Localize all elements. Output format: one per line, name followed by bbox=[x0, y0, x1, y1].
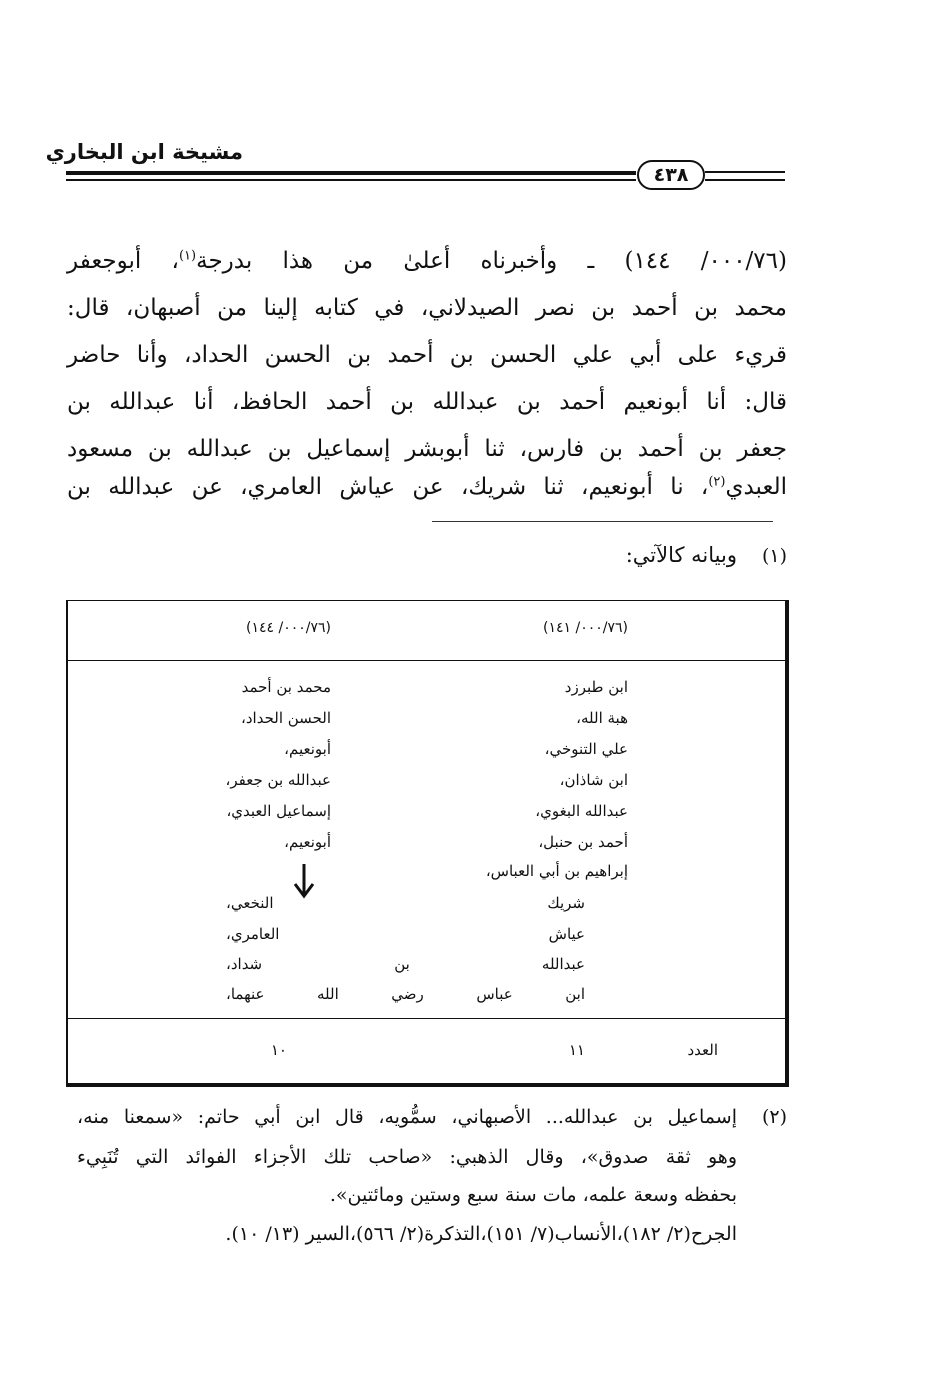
body-line: محمد بن أحمد بن نصر الصيدلاني، في كتابه إلينا من أصبهان، قال: bbox=[67, 295, 787, 321]
shared-chain-item: ابن عباس رضي الله عنهما، bbox=[226, 985, 585, 1003]
table-footer-divider bbox=[66, 1018, 787, 1019]
body-line bbox=[67, 474, 787, 500]
isnad-comparison-table bbox=[66, 600, 787, 1086]
header-rule-right-thin bbox=[705, 179, 785, 181]
count-right: ١١ bbox=[568, 1041, 585, 1059]
table-header-divider bbox=[66, 660, 787, 661]
footnote-ref: (٢) bbox=[708, 474, 726, 490]
footnote-2-line: وهو ثقة صدوق»، وقال الذهبي: «صاحب تلك الأجزاء الفوائد التي تُنَبِيء bbox=[77, 1146, 737, 1168]
count-label: العدد bbox=[687, 1041, 718, 1059]
body-line: قريء على أبي علي الحسن بن أحمد بن الحسن الحداد، وأنا حاضر bbox=[67, 342, 787, 368]
body-line: جعفر بن أحمد بن فارس، ثنا أبوبشر إسماعيل بن عبدالله بن مسعود bbox=[67, 436, 787, 462]
shared-chain-item: عبدالله بن شداد، bbox=[226, 955, 585, 973]
body-line-text: ، نا أبونعيم، ثنا شريك، عن عياش العامري، عن عبدالله بن bbox=[67, 474, 709, 500]
body-line bbox=[67, 248, 787, 274]
column-header-right: (٠٠٠/٧٦/ ١٤١) bbox=[543, 620, 628, 636]
footnote-ref: (١) bbox=[178, 248, 197, 264]
chain-item: عبدالله بن جعفر، bbox=[225, 771, 331, 789]
book-title: مشيخة ابن البخاري bbox=[45, 140, 243, 164]
body-line: قال: أنا أبونعيم أحمد بن عبدالله بن أحمد الحافظ، أنا عبدالله بن bbox=[67, 389, 787, 415]
footnote-1-text: وبيانه كالآتي: bbox=[625, 543, 737, 567]
chain-item: إسماعيل العبدي، bbox=[226, 802, 331, 820]
shared-chain-item: شريك النخعي، bbox=[226, 894, 585, 912]
chain-item: أبونعيم، bbox=[284, 833, 331, 851]
column-header-left: (٠٠٠/٧٦/ ١٤٤) bbox=[246, 620, 331, 636]
chain-item: علي التنوخي، bbox=[544, 740, 628, 758]
chain-item: إبراهيم بن أبي العباس، bbox=[485, 862, 628, 880]
footnote-2-line: إسماعيل بن عبدالله... الأصبهاني، سمُّويه، قال ابن أبي حاتم: «سمعنا منه، bbox=[77, 1106, 737, 1128]
chain-item: عبدالله البغوي، bbox=[535, 802, 628, 820]
count-left: ١٠ bbox=[270, 1041, 287, 1059]
chain-item: ابن طبرزد bbox=[564, 678, 628, 696]
body-line-text: (٠٠٠/٧٦/ ١٤٤) ـ وأخبرناه أعلىٰ من هذا بدرجة bbox=[196, 248, 787, 274]
header-rule-right-thick bbox=[705, 171, 785, 173]
body-line-text: العبدي bbox=[725, 474, 787, 500]
header-rule-thick bbox=[66, 171, 636, 175]
chain-item: أحمد بن حنبل، bbox=[538, 833, 628, 851]
footnote-2-marker: (٢) bbox=[761, 1106, 787, 1128]
footnote-2-line: الجرح(٢/ ١٨٢)،الأنساب(٧/ ١٥١)،التذكرة(٢/ ٥٦٦)،السير (١٣/ ١٠). bbox=[225, 1223, 737, 1245]
chain-item: الحسن الحداد، bbox=[241, 709, 331, 727]
footnote-separator bbox=[432, 521, 773, 522]
chain-item: هبة الله، bbox=[576, 709, 628, 727]
chain-item: أبونعيم، bbox=[284, 740, 331, 758]
chain-item: محمد بن أحمد bbox=[241, 678, 331, 696]
table-border bbox=[66, 600, 789, 1087]
footnote-1-marker: (١) bbox=[761, 545, 787, 567]
chain-item: ابن شاذان، bbox=[559, 771, 628, 789]
shared-chain-item: عياش العامري، bbox=[226, 925, 585, 943]
footnote-2-line: بحفظه وسعة علمه، مات سنة سبع وستين ومائتين». bbox=[329, 1184, 737, 1206]
page-number: ٤٣٨ bbox=[637, 160, 705, 190]
body-line-text: ، أبوجعفر bbox=[67, 248, 179, 274]
header-rule-thin bbox=[66, 179, 636, 181]
